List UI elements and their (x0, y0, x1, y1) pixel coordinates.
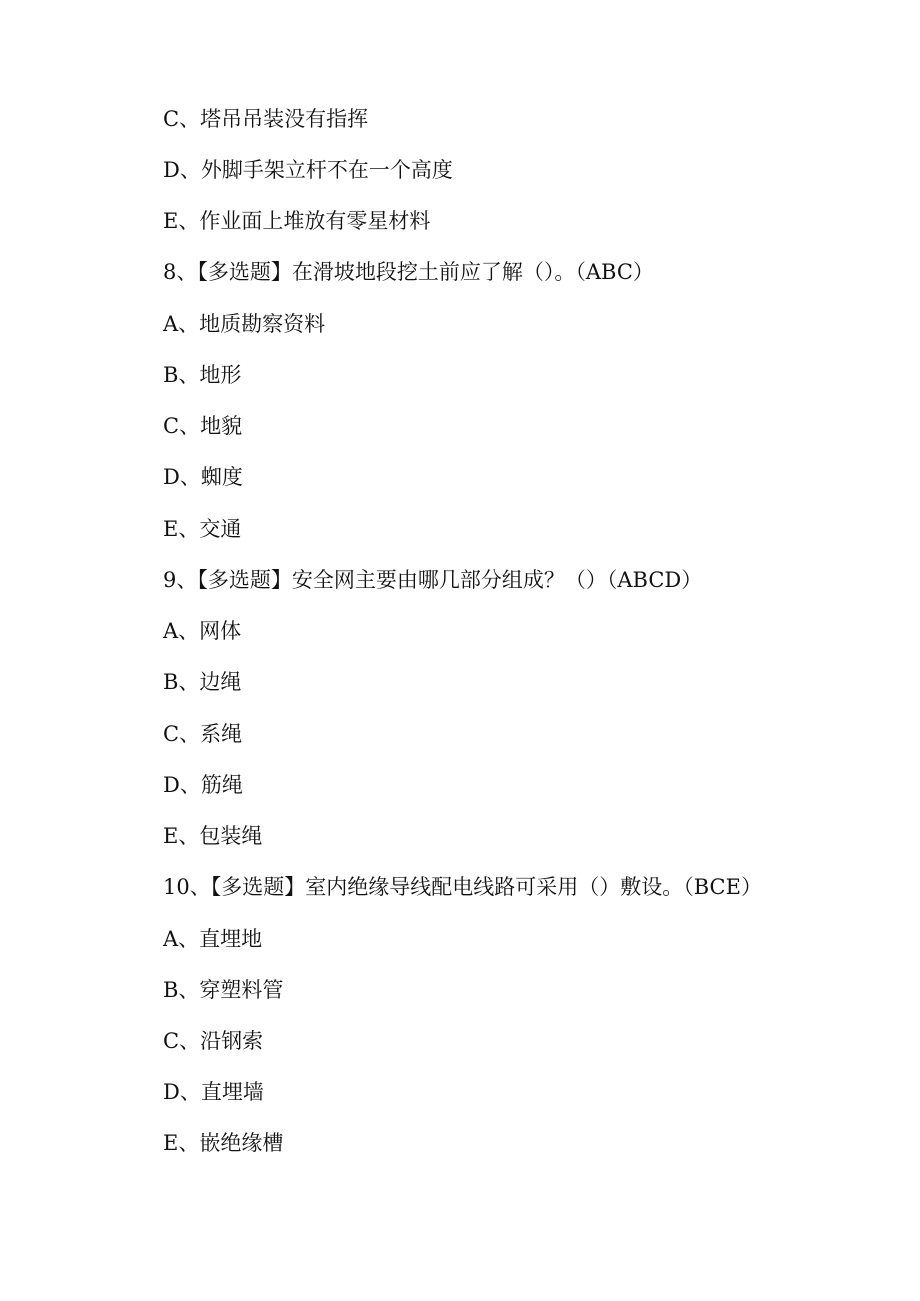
option-line: E、嵌绝缘槽 (163, 1131, 284, 1155)
question-line: 10、【多选题】室内绝缘导线配电线路可采用（）敷设。（BCE） (163, 875, 762, 899)
option-line: E、交通 (163, 517, 242, 541)
option-line: C、系绳 (163, 722, 243, 746)
question-line: 8、【多选题】在滑坡地段挖土前应了解（）。（ABC） (163, 260, 654, 284)
option-line: B、地形 (163, 363, 242, 387)
option-line: E、作业面上堆放有零星材料 (163, 209, 431, 233)
option-line: D、蜘度 (163, 465, 243, 489)
option-line: A、地质勘察资料 (163, 312, 326, 336)
option-line: B、穿塑料管 (163, 978, 284, 1002)
option-line: E、包装绳 (163, 824, 263, 848)
option-line: C、沿钢索 (163, 1029, 264, 1053)
option-line: B、边绳 (163, 670, 242, 694)
option-line: D、外脚手架立杆不在一个高度 (163, 158, 453, 182)
question-line: 9、【多选题】安全网主要由哪几部分组成？（）（ABCD） (163, 568, 703, 592)
option-line: A、直埋地 (163, 927, 263, 951)
option-line: A、网体 (163, 619, 242, 643)
option-line: D、筋绳 (163, 773, 243, 797)
option-line: C、塔吊吊装没有指挥 (163, 107, 369, 131)
option-line: D、直埋墙 (163, 1080, 264, 1104)
option-line: C、地貌 (163, 414, 243, 438)
